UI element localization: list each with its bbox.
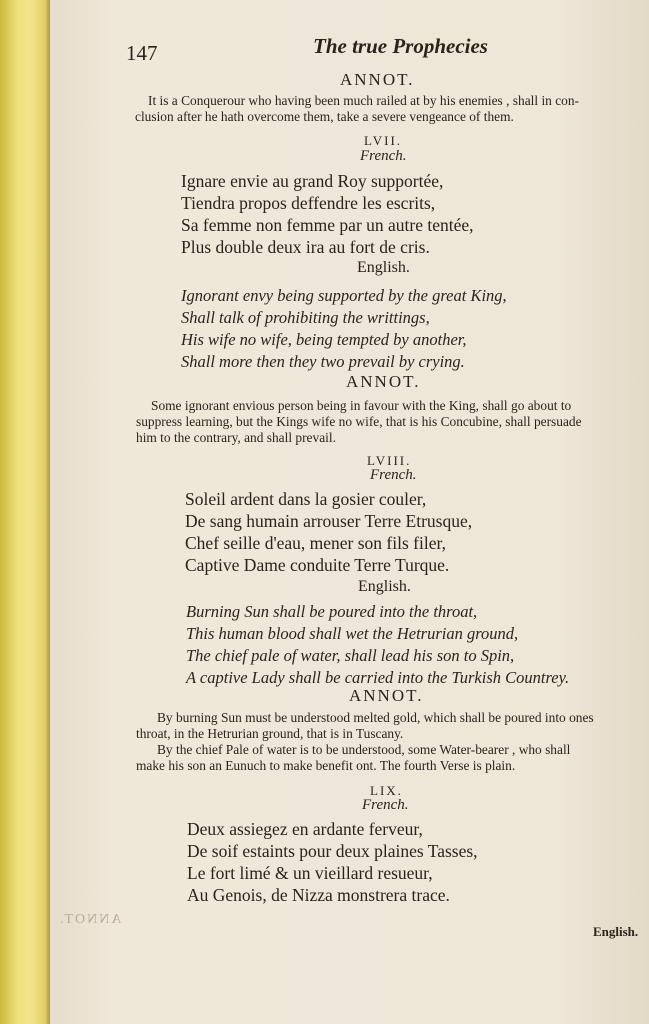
french-verse: Captive Dame conduite Terre Turque. (185, 555, 450, 575)
french-verse: Au Genois, de Nizza monstrera trace. (187, 885, 450, 905)
annot-heading: ANNOT. (349, 686, 424, 705)
french-label: French. (370, 467, 417, 483)
quatrain-number: LIX. (370, 783, 403, 798)
french-verse: Sa femme non femme par un autre tentée, (181, 215, 474, 235)
annot-line: him to the contrary, and shall prevail. (136, 430, 336, 445)
english-verse: Ignorant envy being supported by the great King, (181, 286, 507, 305)
french-label: French. (360, 148, 407, 164)
french-verse: Le fort limé & un vieillard resueur, (187, 863, 433, 883)
english-verse: His wife no wife, being tempted by another, (181, 330, 467, 349)
annot-heading: ANNOT. (346, 372, 421, 391)
english-verse: Burning Sun shall be poured into the throat, (186, 602, 478, 621)
annot-line: throat, in the Hetrurian ground, that is in Tuscany. (136, 726, 404, 741)
annot-line: By the chief Pale of water is to be understood, some Water-bearer , who shall (157, 742, 571, 757)
english-verse: This human blood shall wet the Hetrurian ground, (186, 624, 519, 643)
english-verse: Shall more then they two prevail by crying. (181, 352, 465, 371)
french-verse: Chef seille d'eau, mener son fils filer, (185, 533, 446, 553)
catchword: English. (593, 924, 639, 939)
french-verse: De sang humain arrouser Terre Etrusque, (185, 511, 473, 531)
quatrain-number: LVII. (364, 133, 403, 148)
annot-line: By burning Sun must be understood melted gold, which shall be poured into ones (157, 710, 594, 725)
quatrain-number: LVIII. (367, 453, 412, 468)
french-verse: Deux assiegez en ardante ferveur, (187, 819, 423, 839)
french-label: French. (362, 797, 409, 813)
french-verse: Soleil ardent dans la gosier couler, (185, 489, 427, 509)
english-verse: Shall talk of prohibiting the writtings, (181, 308, 430, 327)
english-label: English. (358, 578, 411, 595)
annot-line: clusion after he hath overcome them, take a severe vengeance of them. (135, 109, 514, 124)
annot-heading: ANNOT. (340, 70, 415, 89)
bleed-through-text: ANNOT. (58, 912, 122, 927)
french-verse: Tiendra propos deffendre les escrits, (181, 193, 436, 213)
french-verse: Plus double deux ira au fort de cris. (181, 237, 430, 257)
annot-line: suppress learning, but the Kings wife no wife, that is his Concubine, shall persuade (136, 414, 582, 429)
french-verse: De soif estaints pour deux plaines Tasses, (187, 841, 478, 861)
gilded-page-edge (0, 0, 50, 1024)
english-label: English. (357, 259, 410, 276)
english-verse: The chief pale of water, shall lead his son to Spin, (186, 646, 515, 665)
page-number: 147 (126, 41, 158, 65)
annot-line: make his son an Eunuch to make benefit ont. The fourth Verse is plain. (136, 758, 516, 773)
running-title: The true Prophecies (313, 34, 488, 58)
english-verse: A captive Lady shall be carried into the Turkish Countrey. (186, 668, 570, 687)
french-verse: Ignare envie au grand Roy supportée, (181, 171, 444, 191)
annot-line: It is a Conquerour who having been much railed at by his enemies , shall in con- (148, 93, 579, 108)
annot-line: Some ignorant envious person being in favour with the King, shall go about to (151, 398, 572, 413)
